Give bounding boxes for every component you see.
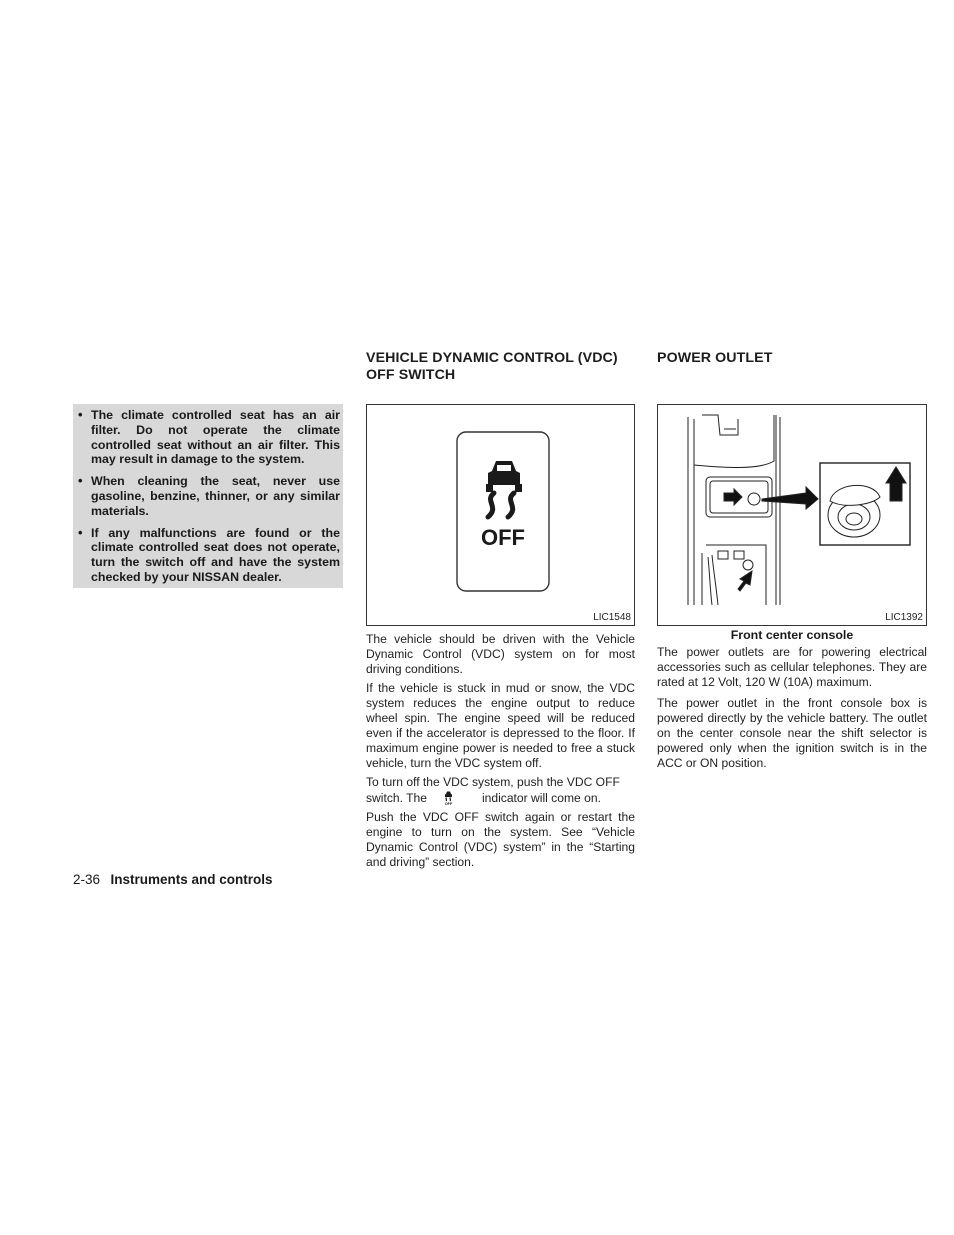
section-title: Instruments and controls xyxy=(110,872,273,887)
vdc-off-indicator-icon xyxy=(441,790,456,805)
paragraph: The power outlets are for powering electrical accessories such as cellular telephones. They are rated at 12 Volt, 120 W (10A) maximum. xyxy=(657,645,927,689)
power-outlet-body xyxy=(657,645,927,775)
figure-caption: Front center console xyxy=(730,628,854,642)
caution-box xyxy=(73,404,343,588)
svg-text:OFF: OFF xyxy=(444,801,453,805)
power-outlet-figure xyxy=(657,404,927,626)
caution-item: • When cleaning the seat, never use gasoline, benzine, thinner, or any similar materials. xyxy=(91,474,340,518)
page-footer xyxy=(73,871,273,889)
console-outlet-illustration xyxy=(658,405,926,625)
paragraph: If the vehicle is stuck in mud or snow, the VDC system reduces the engine output to reduce wheel spin. The engine speed will be reduced even if the accelerator is depressed to the floor. If maximum engine power is needed to free a stuck vehicle, turn the VDC system off. xyxy=(366,681,635,770)
caution-item: • If any malfunctions are found or the climate controlled seat does not operate, turn the switch off and have the system checked by your NISSAN dealer. xyxy=(91,526,340,585)
vdc-body xyxy=(366,632,635,874)
vdc-off-label: OFF xyxy=(481,525,525,550)
caution-list xyxy=(73,404,343,585)
paragraph-turn-off xyxy=(366,775,635,806)
figure-code: LIC1548 xyxy=(593,612,631,623)
page-number: 2-36 xyxy=(73,872,101,887)
paragraph: The vehicle should be driven with the Vehicle Dynamic Control (VDC) system on for most driving conditions. xyxy=(366,632,635,676)
turn-off-text: To turn off the VDC system, push the VDC OFF switch. The xyxy=(366,775,620,805)
figure-code: LIC1392 xyxy=(885,612,923,623)
vdc-heading-line2: OFF SWITCH xyxy=(366,366,456,383)
paragraph: Push the VDC OFF switch again or restart the engine to turn on the system. See “Vehicle Dynamic Control (VDC) system” in the “Starting and driving” section. xyxy=(366,810,635,869)
paragraph: The power outlet in the front console box is powered directly by the vehicle battery. The outlet on the center console near the shift selector is powered only when the ignition switch is in the ACC or ON position. xyxy=(657,696,927,770)
caution-item: • The climate controlled seat has an air filter. Do not operate the climate controlled seat without an air filter. This may result in damage to the system. xyxy=(91,408,340,467)
vdc-figure xyxy=(366,404,635,626)
vdc-heading xyxy=(366,350,646,383)
vdc-off-switch-illustration xyxy=(456,431,550,593)
turn-off-text-end: indicator will come on. xyxy=(481,791,601,805)
vdc-heading-line1: VEHICLE DYNAMIC CONTROL (VDC) xyxy=(366,350,618,366)
power-outlet-heading: POWER OUTLET xyxy=(657,350,773,366)
